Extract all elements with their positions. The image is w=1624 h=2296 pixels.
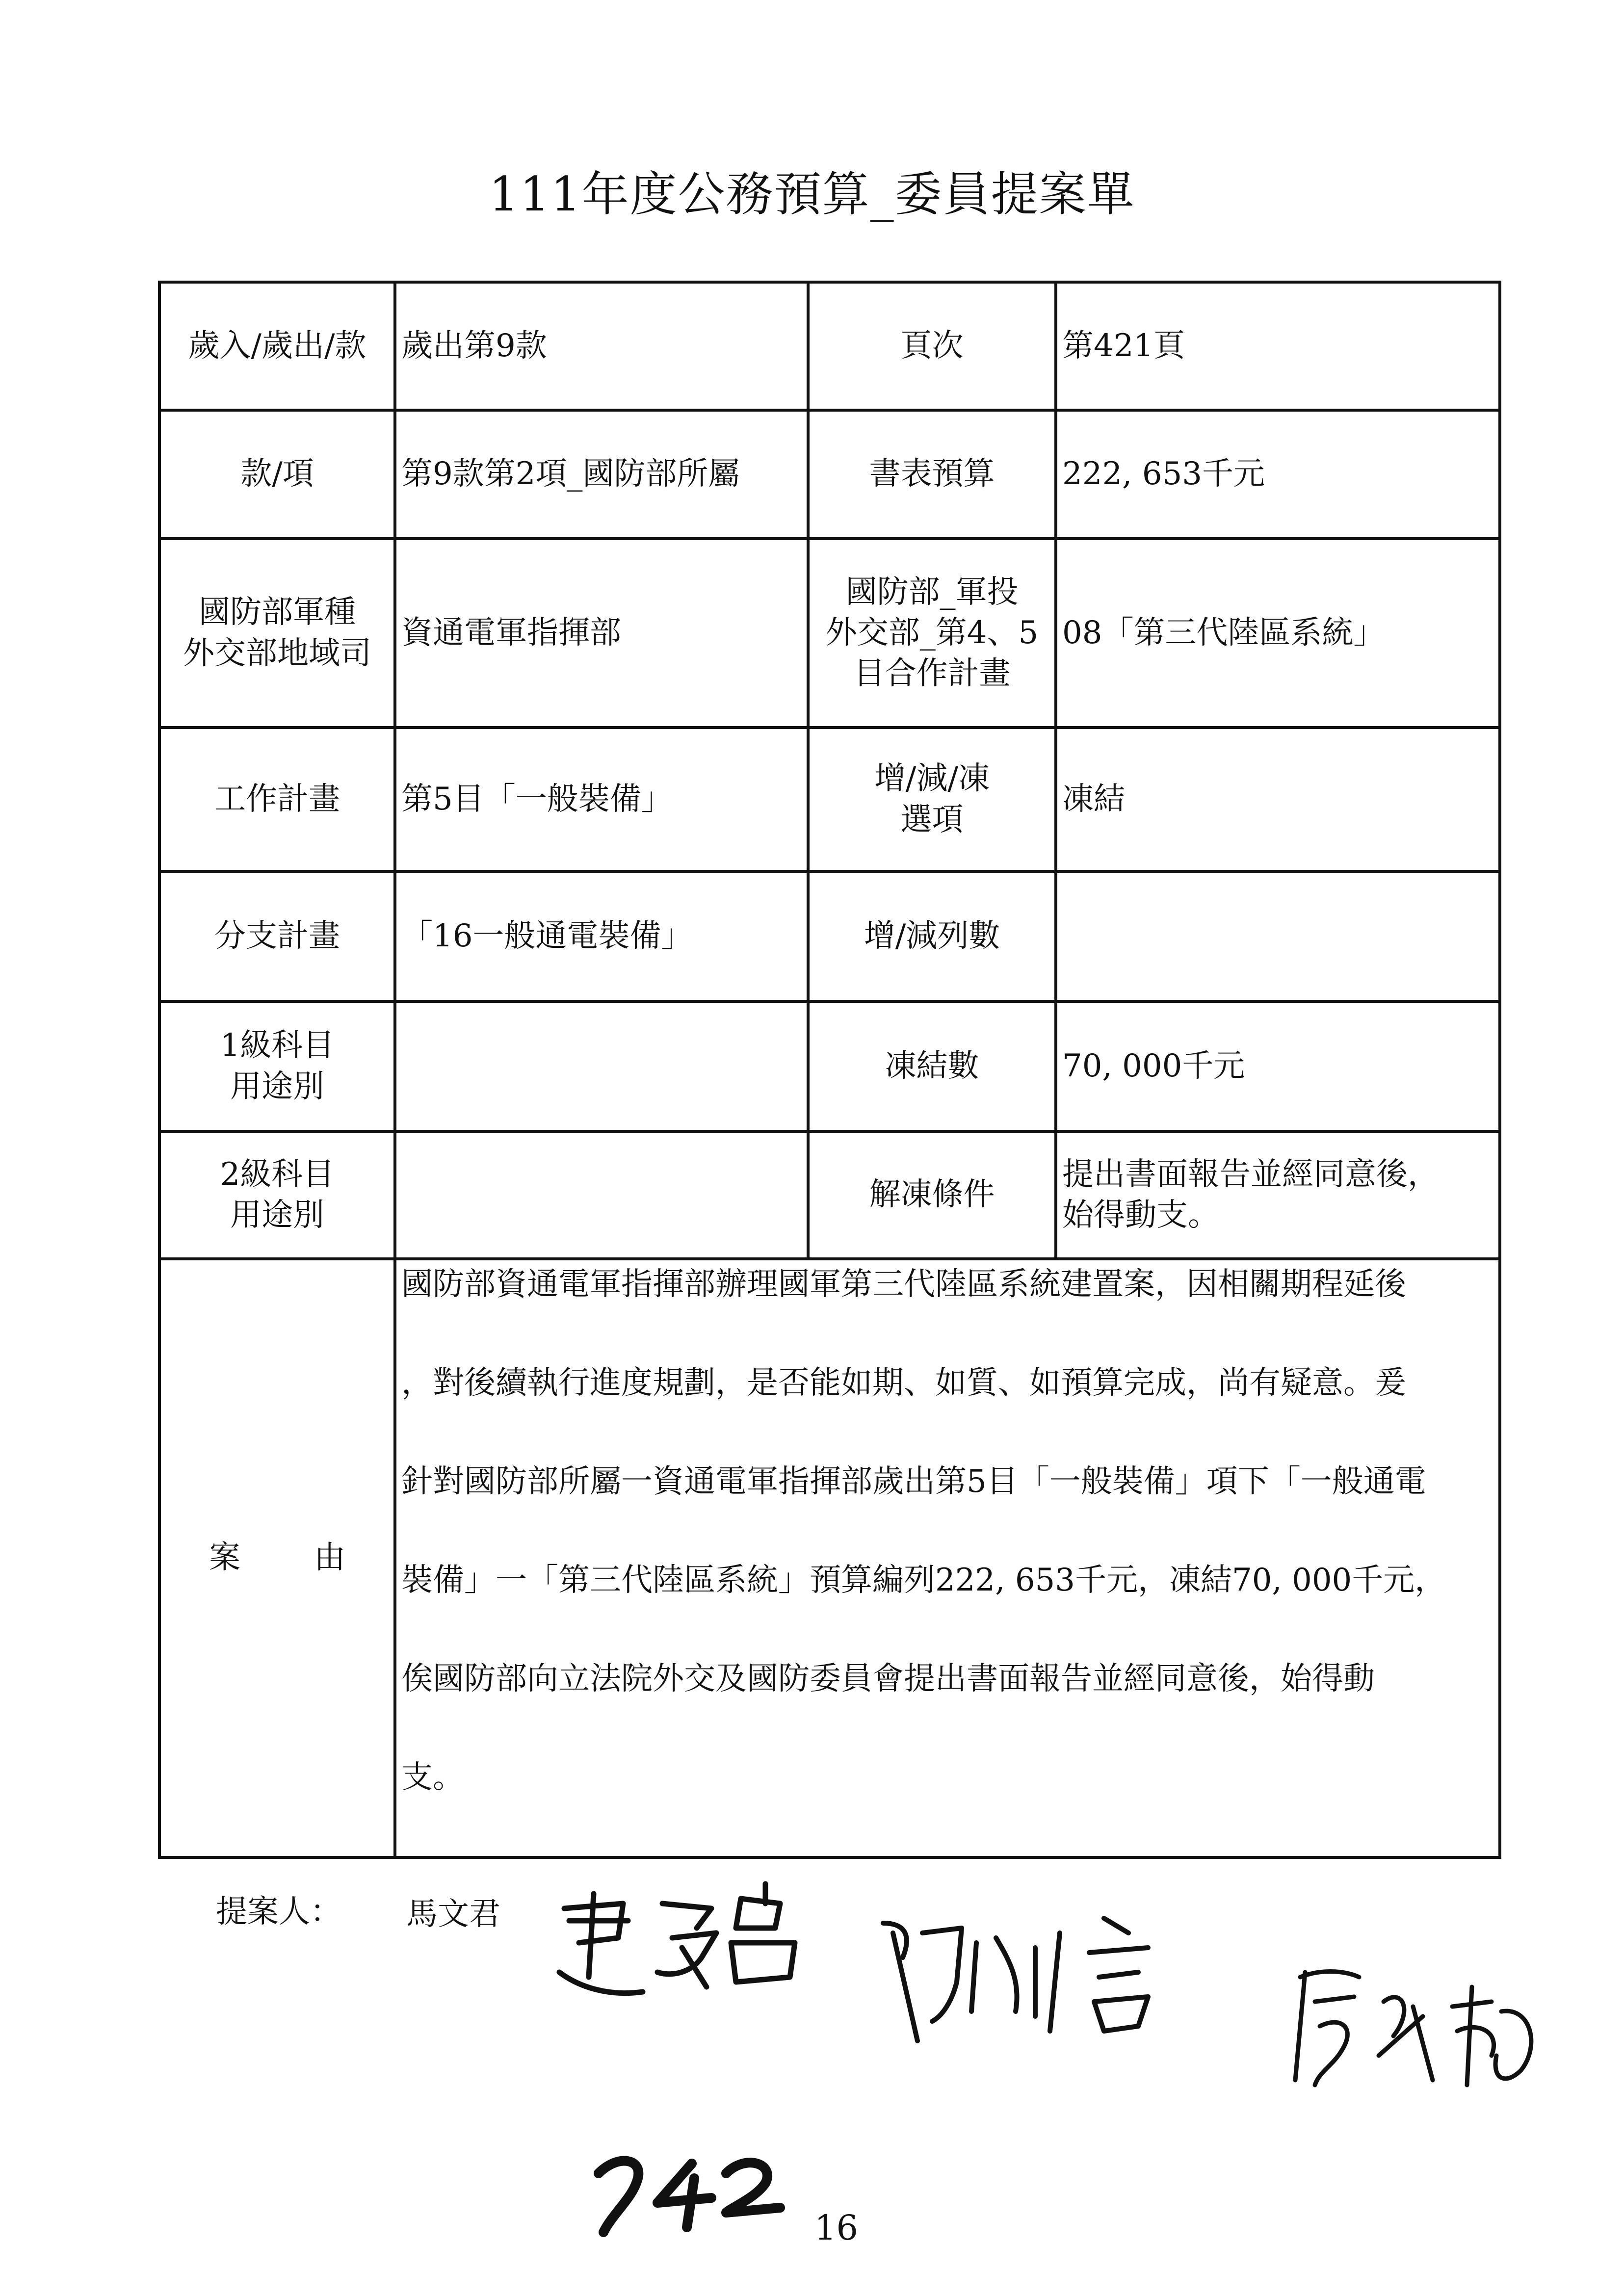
level2-label-line2: 用途別 — [230, 1197, 324, 1233]
plan-label — [808, 539, 1056, 728]
unfreeze-condition-line2: 始得動支。 — [1062, 1197, 1219, 1233]
unfreeze-condition-label: 解凍條件 — [808, 1131, 1056, 1259]
form-row-reason — [159, 1259, 1500, 1857]
form-row-category — [159, 282, 1500, 410]
unfreeze-condition-value — [1056, 1131, 1500, 1259]
adjust-option-value: 凍結 — [1056, 728, 1500, 871]
form-row-section — [159, 410, 1500, 539]
reason-line: ，對後續執行進度規劃，是否能如期、如質、如預算完成，尚有疑意。爰 — [401, 1365, 1406, 1401]
form-row-level1 — [159, 1001, 1500, 1131]
freeze-amount-value: 70, 000千元 — [1056, 1001, 1500, 1131]
reason-line: 針對國防部所屬一資通電軍指揮部歲出第5目「一般裝備」項下「一般通電 — [401, 1463, 1426, 1500]
level1-label-line1: 1級科目 — [220, 1027, 335, 1064]
budget-label: 書表預算 — [808, 410, 1056, 539]
plan-label-line2: 外交部_第4、5 — [825, 614, 1039, 651]
form-row-unit — [159, 539, 1500, 728]
document-title: 111年度公務預算_委員提案單 — [489, 167, 1135, 222]
adjust-amount-label: 增/減列數 — [808, 871, 1056, 1001]
section-label: 款/項 — [159, 410, 395, 539]
unit-label — [159, 539, 395, 728]
branch-plan-value: 「16一般通電裝備」 — [395, 871, 808, 1001]
unit-label-line1: 國防部軍種 — [199, 594, 356, 631]
proposer-label: 提案人： — [216, 1894, 341, 1930]
level2-label — [159, 1131, 395, 1259]
reason-label-char-a: 案 — [209, 1539, 240, 1576]
page-value: 第421頁 — [1056, 282, 1500, 410]
level2-label-line1: 2級科目 — [220, 1156, 335, 1193]
signature-second — [873, 1904, 1227, 2051]
reason-label-char-b: 由 — [314, 1539, 345, 1576]
unfreeze-condition-line1: 提出書面報告並經同意後， — [1062, 1156, 1439, 1193]
form-row-work-plan — [159, 728, 1500, 871]
reason-line: 裝備」一「第三代陸區系統」預算編列222, 653千元，凍結70, 000千元， — [401, 1562, 1446, 1598]
handwritten-page-mark — [584, 2144, 790, 2242]
branch-plan-label: 分支計畫 — [159, 871, 395, 1001]
proposal-form-table — [158, 281, 1501, 1859]
level2-value — [395, 1131, 808, 1259]
page-number: 16 — [814, 2208, 859, 2248]
unit-label-line2: 外交部地域司 — [183, 635, 371, 672]
plan-label-line3: 目合作計畫 — [853, 655, 1011, 692]
signature-ma-wenjun — [550, 1874, 824, 2031]
signature-third — [1285, 1957, 1550, 2105]
form-row-branch-plan — [159, 871, 1500, 1001]
reason-label — [159, 1259, 395, 1857]
adjust-amount-value — [1056, 871, 1500, 1001]
reason-line: 國防部資通電軍指揮部辦理國軍第三代陸區系統建置案，因相關期程延後 — [401, 1266, 1406, 1303]
adjust-option-label-line1: 增/減/凍 — [874, 760, 990, 797]
level1-label-line2: 用途別 — [230, 1068, 324, 1105]
category-value: 歲出第9款 — [395, 282, 808, 410]
section-value: 第9款第2項_國防部所屬 — [395, 410, 808, 539]
reason-line: 俟國防部向立法院外交及國防委員會提出書面報告並經同意後，始得動 — [401, 1661, 1375, 1697]
work-plan-label: 工作計畫 — [159, 728, 395, 871]
reason-line: 支。 — [401, 1759, 464, 1796]
category-label: 歲入/歲出/款 — [159, 282, 395, 410]
form-row-level2 — [159, 1131, 1500, 1259]
plan-label-line1: 國防部_軍投 — [845, 574, 1019, 610]
level1-value — [395, 1001, 808, 1131]
proposer-name: 馬文君 — [406, 1896, 500, 1932]
page-label: 頁次 — [808, 282, 1056, 410]
reason-text — [395, 1259, 1500, 1857]
adjust-option-label — [808, 728, 1056, 871]
level1-label — [159, 1001, 395, 1131]
freeze-amount-label: 凍結數 — [808, 1001, 1056, 1131]
plan-value: 08「第三代陸區系統」 — [1056, 539, 1500, 728]
work-plan-value: 第5目「一般裝備」 — [395, 728, 808, 871]
adjust-option-label-line2: 選項 — [900, 801, 964, 838]
budget-value: 222, 653千元 — [1056, 410, 1500, 539]
unit-value: 資通電軍指揮部 — [395, 539, 808, 728]
